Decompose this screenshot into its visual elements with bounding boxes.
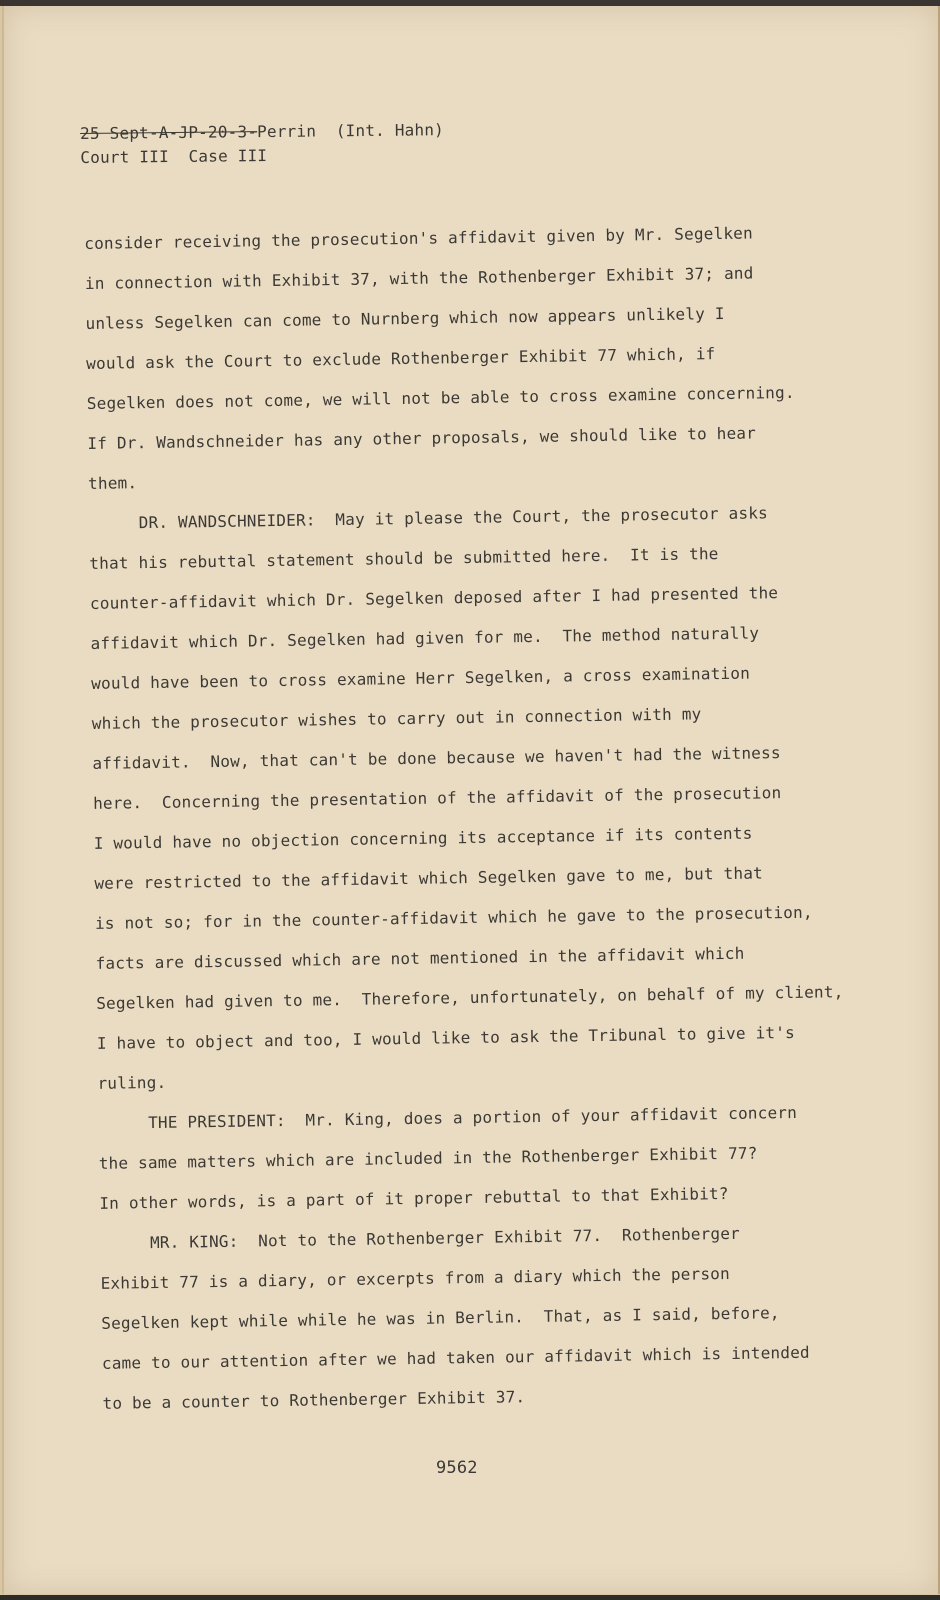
transcript-line: I would have no objection concerning its acceptance if its contents	[93, 823, 753, 853]
transcript-line: came to our attention after we had taken our affidavit which is intended	[101, 1342, 810, 1373]
transcript-line: were restricted to the affidavit which Segelken gave to me, but that	[94, 863, 764, 893]
transcript-body	[84, 212, 863, 1424]
transcript-line: ruling.	[97, 1072, 167, 1093]
header-witness-text: Perrin (Int. Hahn)	[257, 120, 445, 142]
scan-bottom-edge	[0, 1595, 940, 1600]
page-number: 9562	[436, 1458, 478, 1478]
transcript-line: I have to object and too, I would like to ask the Tribunal to give it's	[96, 1022, 796, 1053]
transcript-line: to be a counter to Rothenberger Exhibit 37.	[102, 1387, 526, 1413]
page-header	[80, 118, 444, 170]
transcript-line: Exhibit 77 is a diary, or excerpts from a diary which the person	[100, 1263, 731, 1293]
transcript-line: is not so; for in the counter-affidavit which he gave to the prosecution,	[94, 902, 813, 933]
transcript-line: THE PRESIDENT: Mr. King, does a portion of your affidavit concern	[147, 1102, 798, 1133]
transcript-line: affidavit which Dr. Segelken had given for me. The method naturally	[90, 623, 760, 653]
transcript-line: Segelken kept while while he was in Berlin. That, as I said, before,	[101, 1303, 780, 1333]
transcript-line: would ask the Court to exclude Rothenberger Exhibit 77 which, if	[86, 344, 716, 373]
transcript-line: unless Segelken can come to Nurnberg which now appears unlikely I	[85, 303, 725, 333]
transcript-line: that his rebuttal statement should be submitted here. It is the	[89, 544, 719, 573]
transcript-line: them.	[87, 473, 138, 493]
transcript-line: Segelken does not come, we will not be able to cross examine concerning.	[86, 382, 795, 413]
transcript-line: MR. KING: Not to the Rothenberger Exhibit 77. Rothenberger	[149, 1223, 741, 1253]
transcript-line: consider receiving the prosecution's affidavit given by Mr. Segelken	[84, 223, 754, 253]
header-line-1	[80, 118, 444, 146]
transcript-line: counter-affidavit which Dr. Segelken deposed after I had presented the	[89, 583, 779, 613]
transcript-line: DR. WANDSCHNEIDER: May it please the Court, the prosecutor asks	[138, 503, 769, 533]
header-line-2: Court III Case III	[80, 146, 268, 167]
transcript-line: would have been to cross examine Herr Segelken, a cross examination	[91, 663, 751, 693]
header-struck-text: 25 Sept-A-JP-20-3-	[80, 122, 258, 143]
transcript-line: If Dr. Wandschneider has any other proposals, we should like to hear	[87, 423, 757, 453]
transcript-line: which the prosecutor wishes to carry out in connection with my	[91, 704, 702, 733]
transcript-line: facts are discussed which are not mentioned in the affidavit which	[95, 943, 745, 973]
transcript-line: here. Concerning the presentation of the affidavit of the prosecution	[92, 783, 782, 813]
document-page	[2, 6, 940, 1594]
transcript-line: In other words, is a part of it proper rebuttal to that Exhibit?	[99, 1183, 729, 1213]
transcript-line: Segelken had given to me. Therefore, unfortunately, on behalf of my client,	[96, 982, 844, 1013]
transcript-line: the same matters which are included in the Rothenberger Exhibit 77?	[98, 1143, 758, 1173]
transcript-line: in connection with Exhibit 37, with the Rothenberger Exhibit 37; and	[84, 263, 754, 293]
transcript-line: affidavit. Now, that can't be done because we haven't had the witness	[92, 743, 781, 773]
